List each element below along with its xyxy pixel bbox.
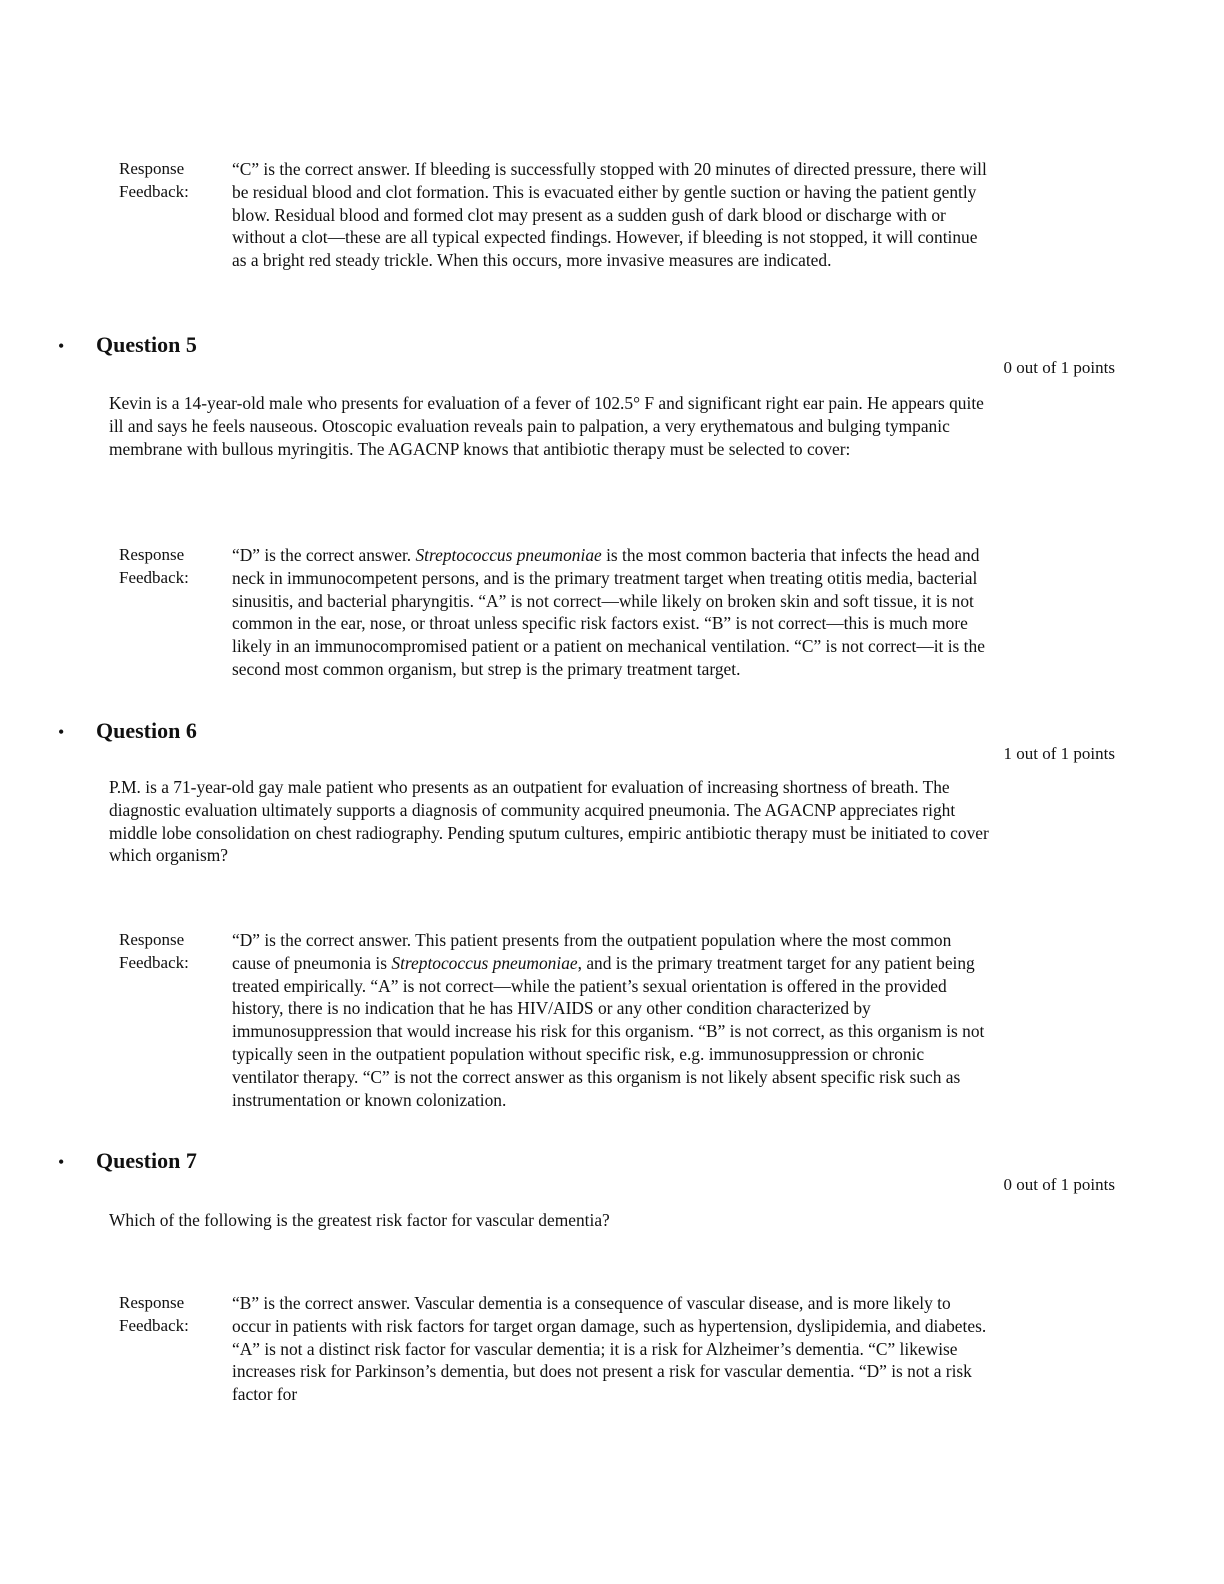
label-line-2: Feedback: [119, 952, 189, 972]
response-feedback-label [119, 929, 229, 974]
organism-name: Streptococcus pneumoniae [391, 952, 578, 973]
question-6-points: 1 out of 1 points [1003, 744, 1115, 763]
bullet-icon: • [58, 336, 65, 356]
response-feedback-label [119, 544, 229, 589]
bullet-icon: • [58, 1152, 65, 1172]
feedback-text-part: “D” is the correct answer. [232, 545, 416, 565]
label-line-2: Feedback: [119, 567, 189, 587]
label-line-1: Response [119, 159, 185, 178]
response-feedback-label [119, 1292, 229, 1337]
feedback-text [232, 544, 992, 681]
feedback-text-part: “D” is the correct answer. This patient presents from the outpatient population where the most common cause of pneumonia is [232, 930, 952, 973]
response-feedback-label [119, 158, 229, 203]
label-line-2: Feedback: [119, 181, 189, 201]
feedback-text-part: , and is the primary treatment target for any patient being treated empirically. “A” is not correct—while the patient’s sexual orientation is offered in the provided history, there is no indication that he has HIV/AIDS or any other condition characterized by immunosuppression that would increase his risk for this organism. “B” is not correct, as this organism is not typically seen in the outpatient population without specific risk, e.g. immunosuppression or chronic ventilator therapy. “C” is not the correct answer as this organism is not likely absent specific risk such as instrumentation or known colonization. [232, 952, 985, 1110]
question-5-text: Kevin is a 14-year-old male who presents for evaluation of a fever of 102.5° F and significant right ear pain. He appears quite ill and says he feels nauseous. Otoscopic evaluation reveals pain to palpation, a very erythematous and bulging tympanic membrane with bullous myringitis. The AGACNP knows that antibiotic therapy must be selected to cover: [109, 393, 984, 459]
label-line-1: Response [119, 1293, 185, 1312]
question-title: Question 5 [96, 332, 197, 357]
label-line-1: Response [119, 545, 185, 564]
question-6-text: P.M. is a 71-year-old gay male patient who presents as an outpatient for evaluation of increasing shortness of breath. The diagnostic evaluation ultimately supports a diagnosis of community acquired pneumonia. The AGACNP appreciates right middle lobe consolidation on chest radiography. Pending sputum cultures, empiric antibiotic therapy must be initiated to cover which organism? [109, 777, 989, 866]
organism-name: Streptococcus pneumoniae [415, 545, 602, 565]
label-line-1: Response [119, 930, 185, 949]
question-title: Question 7 [96, 1148, 197, 1173]
feedback-text-part: is the most common bacteria that infects the head and neck in immunocompetent persons, and is the primary treatment target when treating otitis media, bacterial sinusitis, and bacterial pharyngitis. “A” is not correct—while likely on broken skin and soft tissue, it is not common in the ear, nose, or throat unless specific risk factors exist. “B” is not correct—this is much more likely in an immunocompromised patient or a patient on mechanical ventilation. “C” is not correct—it is the second most common organism, but strep is the primary treatment target. [232, 545, 985, 679]
feedback-text [232, 929, 992, 1111]
question-7-text: Which of the following is the greatest risk factor for vascular dementia? [109, 1210, 610, 1230]
label-line-2: Feedback: [119, 1315, 189, 1335]
question-5-points: 0 out of 1 points [1003, 358, 1115, 377]
feedback-text: “B” is the correct answer. Vascular dementia is a consequence of vascular disease, and is more likely to occur in patients with risk factors for target organ damage, such as hypertension, dyslipidemia, and diabetes. “A” is not a distinct risk factor for vascular dementia; it is a risk for Alzheimer’s dementia. “C” likewise increases risk for Parkinson’s dementia, but does not present a risk for vascular dementia. “D” is not a risk factor for [232, 1293, 987, 1405]
question-7-points: 0 out of 1 points [1003, 1175, 1115, 1194]
feedback-text: “C” is the correct answer. If bleeding is successfully stopped with 20 minutes of directed pressure, there will be residual blood and clot formation. This is evacuated either by gentle suction or having the patient gently blow. Residual blood and formed clot may present as a sudden gush of dark blood or discharge with or without a clot—these are all typical expected findings. However, if bleeding is not stopped, it will continue as a bright red steady trickle. When this occurs, more invasive measures are indicated. [232, 159, 987, 271]
question-title: Question 6 [96, 718, 197, 743]
bullet-icon: • [58, 722, 65, 742]
